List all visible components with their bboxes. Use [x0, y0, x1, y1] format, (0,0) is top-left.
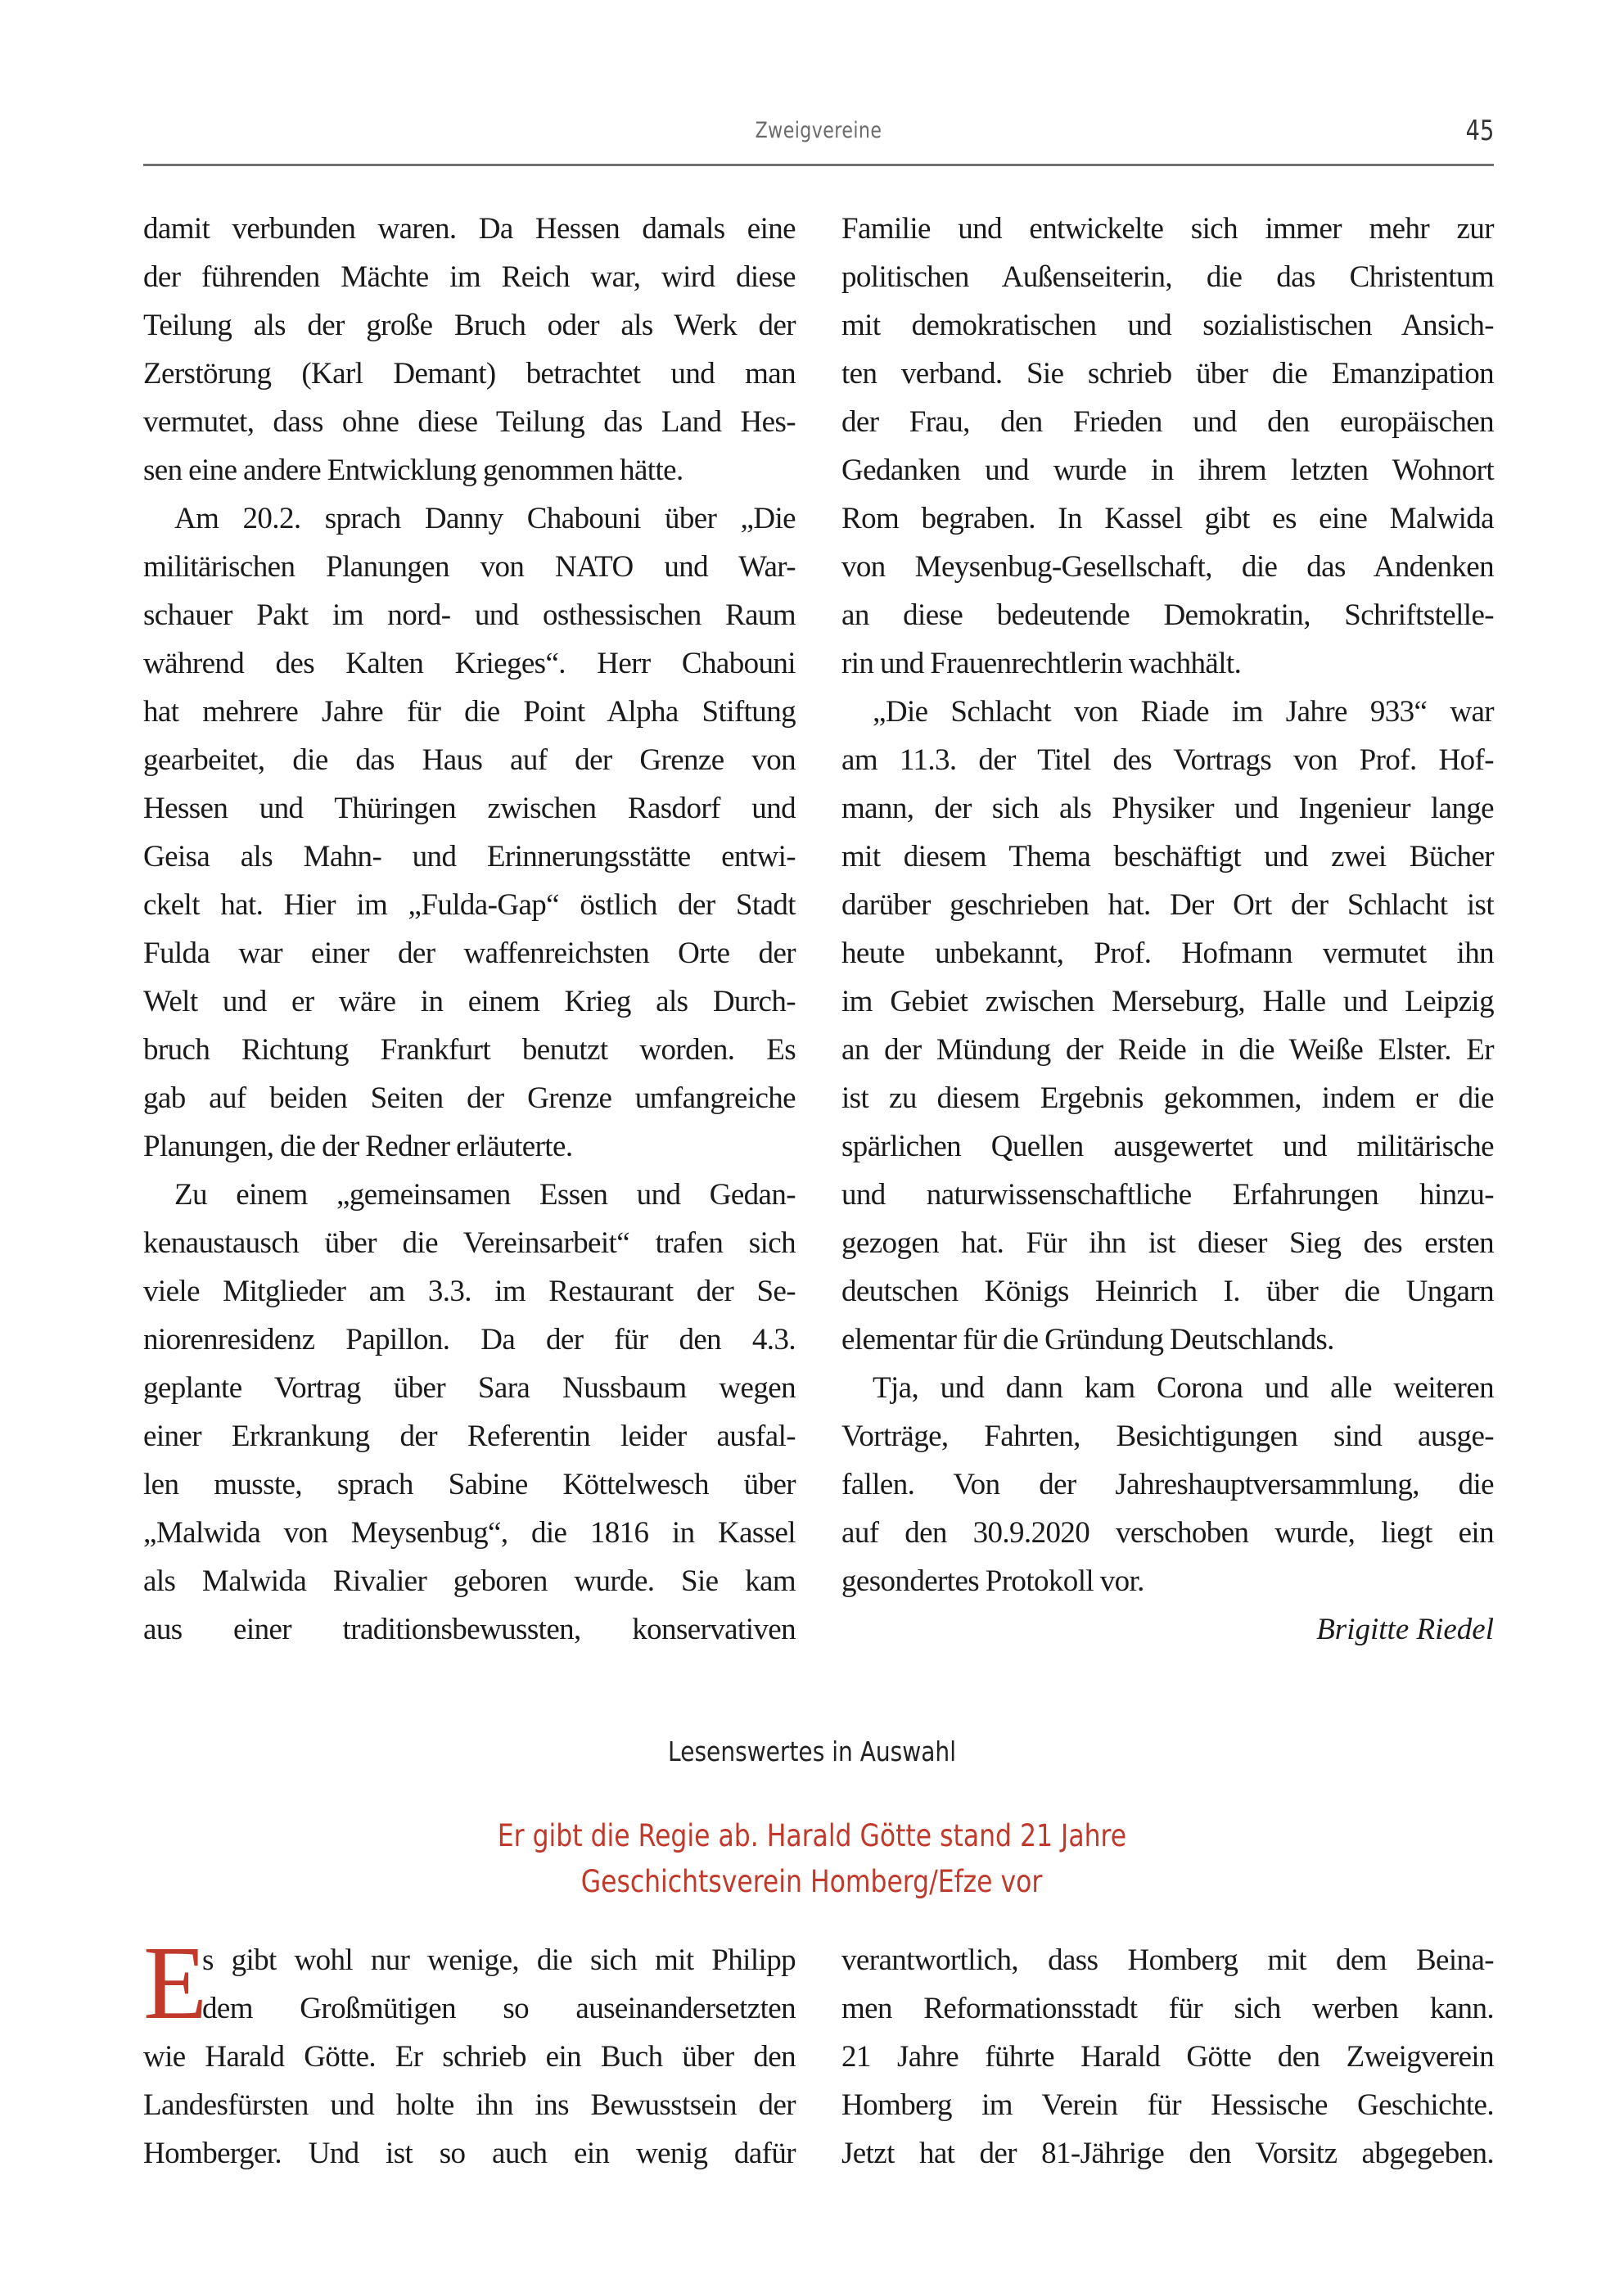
text-line: s gibt wohl nur wenige, die sich mit Philipp — [202, 1943, 796, 1977]
text-line: im Gebiet zwischen Merseburg, Halle und Leipzig — [841, 985, 1494, 1018]
text-line: viele Mitglieder am 3.3. im Restaurant der Se- — [143, 1275, 796, 1308]
text-line: Jetzt hat der 81-Jährige den Vorsitz abgegeben. — [841, 2137, 1494, 2170]
text-line: mit demokratischen und sozialistischen Ansich- — [841, 309, 1494, 342]
text-line: „Die Schlacht von Riade im Jahre 933“ war — [873, 695, 1494, 729]
text-line: militärischen Planungen von NATO und War- — [143, 550, 796, 584]
text-line: hat mehrere Jahre für die Point Alpha Stiftung — [143, 695, 796, 729]
text-line: verantwortlich, dass Homberg mit dem Beina- — [841, 1943, 1494, 1977]
text-line: von Meysenbug-Gesellschaft, die das Andenken — [841, 550, 1494, 584]
text-line: damit verbunden waren. Da Hessen damals eine — [143, 212, 796, 246]
text-line: Vorträge, Fahrten, Besichtigungen sind ausge- — [841, 1420, 1494, 1453]
header-rule — [143, 164, 1494, 166]
text-line: geplante Vortrag über Sara Nussbaum wegen — [143, 1371, 796, 1405]
text-line: 21 Jahre führte Harald Götte den Zweigverein — [841, 2040, 1494, 2074]
text-line: niorenresidenz Papillon. Da der für den 4.3. — [143, 1323, 796, 1356]
text-line: auf den 30.9.2020 verschoben wurde, liegt ein — [841, 1516, 1494, 1550]
text-line: ist zu diesem Ergebnis gekommen, indem er die — [841, 1081, 1494, 1115]
text-line: rin und Frauenrechtlerin wachhält. — [841, 647, 1242, 680]
text-line: elementar für die Gründung Deutschlands. — [841, 1323, 1334, 1356]
article2-right-column — [841, 1936, 1494, 2178]
text-line: Geisa als Mahn- und Erinnerungsstätte entwi- — [143, 840, 796, 873]
running-header — [143, 115, 1494, 156]
text-line: Planungen, die der Redner erläuterte. — [143, 1130, 573, 1163]
text-line: der führenden Mächte im Reich war, wird diese — [143, 260, 796, 294]
text-line: ckelt hat. Hier im „Fulda-Gap“ östlich der Stadt — [143, 888, 796, 922]
text-line: wie Harald Götte. Er schrieb ein Buch über den — [143, 2040, 796, 2074]
article1-right-column — [841, 205, 1494, 1605]
text-line: Tja, und dann kam Corona und alle weiteren — [873, 1371, 1494, 1405]
text-line: gab auf beiden Seiten der Grenze umfangreiche — [143, 1081, 796, 1115]
text-line: Hessen und Thüringen zwischen Rasdorf und — [143, 792, 796, 825]
text-line: ten verband. Sie schrieb über die Emanzipation — [841, 357, 1494, 390]
text-line: kenaustausch über die Vereinsarbeit“ trafen sich — [143, 1226, 796, 1260]
text-line: Teilung als der große Bruch oder als Werk der — [143, 309, 796, 342]
text-line: Homberger. Und ist so auch ein wenig dafür — [143, 2137, 796, 2170]
text-line: len musste, sprach Sabine Köttelwesch über — [143, 1468, 796, 1501]
text-line: der Frau, den Frieden und den europäischen — [841, 405, 1494, 439]
author-signature-block — [841, 1605, 1494, 1654]
text-line: spärlichen Quellen ausgewertet und militärische — [841, 1130, 1494, 1163]
text-line: am 11.3. der Titel des Vortrags von Prof. Hof- — [841, 743, 1494, 777]
text-line: heute unbekannt, Prof. Hofmann vermutet ihn — [841, 937, 1494, 970]
page-number: 45 — [1465, 115, 1494, 147]
article2-left-column — [143, 1925, 796, 2178]
text-line: men Reformationsstadt für sich werben kann. — [841, 1992, 1494, 2025]
text-line: gearbeitet, die das Haus auf der Grenze von — [143, 743, 796, 777]
section-heading-text: Lesenswertes in Auswahl — [668, 1736, 956, 1767]
text-line: „Malwida von Meysenbug“, die 1816 in Kassel — [143, 1516, 796, 1550]
text-line: einer Erkrankung der Referentin leider ausfal- — [143, 1420, 796, 1453]
text-line: an diese bedeutende Demokratin, Schriftstelle- — [841, 598, 1494, 632]
article-title-line-1: Er gibt die Regie ab. Harald Götte stand 21 Jahre — [497, 1818, 1127, 1853]
running-title: Zweigvereine — [755, 118, 882, 143]
drop-cap: E — [143, 1925, 208, 2041]
section-heading — [0, 1736, 1624, 1767]
text-line: gesondertes Protokoll vor. — [841, 1564, 1144, 1598]
text-line: Am 20.2. sprach Danny Chabouni über „Die — [174, 502, 796, 535]
text-line: mann, der sich als Physiker und Ingenieur lange — [841, 792, 1494, 825]
text-line: gezogen hat. Für ihn ist dieser Sieg des ersten — [841, 1226, 1494, 1260]
article1-left-column — [143, 205, 796, 1654]
text-line: vermutet, dass ohne diese Teilung das Land Hes- — [143, 405, 796, 439]
text-line: darüber geschrieben hat. Der Ort der Schlacht ist — [841, 888, 1494, 922]
text-line: mit diesem Thema beschäftigt und zwei Bücher — [841, 840, 1494, 873]
text-line: Zerstörung (Karl Demant) betrachtet und man — [143, 357, 796, 390]
text-line: an der Mündung der Reide in die Weiße Elster. Er — [841, 1033, 1494, 1067]
text-line: fallen. Von der Jahreshauptversammlung, die — [841, 1468, 1494, 1501]
text-line: sen eine andere Entwicklung genommen hätte. — [143, 454, 683, 487]
text-line: politischen Außenseiterin, die das Christentum — [841, 260, 1494, 294]
article-title-line-2: Geschichtsverein Homberg/Efze vor — [581, 1864, 1043, 1899]
text-line: deutschen Königs Heinrich I. über die Ungarn — [841, 1275, 1494, 1308]
text-line: und naturwissenschaftliche Erfahrungen hinzu- — [841, 1178, 1494, 1212]
text-line: Familie und entwickelte sich immer mehr zur — [841, 212, 1494, 246]
text-line: Welt und er wäre in einem Krieg als Durch- — [143, 985, 796, 1018]
text-line: dem Großmütigen so auseinandersetzten — [202, 1992, 796, 2025]
article-title — [0, 1813, 1624, 1905]
text-line: Gedanken und wurde in ihrem letzten Wohnort — [841, 454, 1494, 487]
text-line: bruch Richtung Frankfurt benutzt worden. Es — [143, 1033, 796, 1067]
text-line: Zu einem „gemeinsamen Essen und Gedan- — [174, 1178, 796, 1212]
text-line: schauer Pakt im nord- und osthessischen Raum — [143, 598, 796, 632]
text-line: aus einer traditionsbewussten, konservativen — [143, 1613, 796, 1646]
text-line: während des Kalten Krieges“. Herr Chabouni — [143, 647, 796, 680]
text-line: Homberg im Verein für Hessische Geschichte. — [841, 2088, 1494, 2122]
text-line: Landesfürsten und holte ihn ins Bewusstsein der — [143, 2088, 796, 2122]
text-line: Fulda war einer der waffenreichsten Orte der — [143, 937, 796, 970]
text-line: Rom begraben. In Kassel gibt es eine Malwida — [841, 502, 1494, 535]
text-line: als Malwida Rivalier geboren wurde. Sie kam — [143, 1564, 796, 1598]
author-signature: Brigitte Riedel — [1316, 1613, 1494, 1646]
